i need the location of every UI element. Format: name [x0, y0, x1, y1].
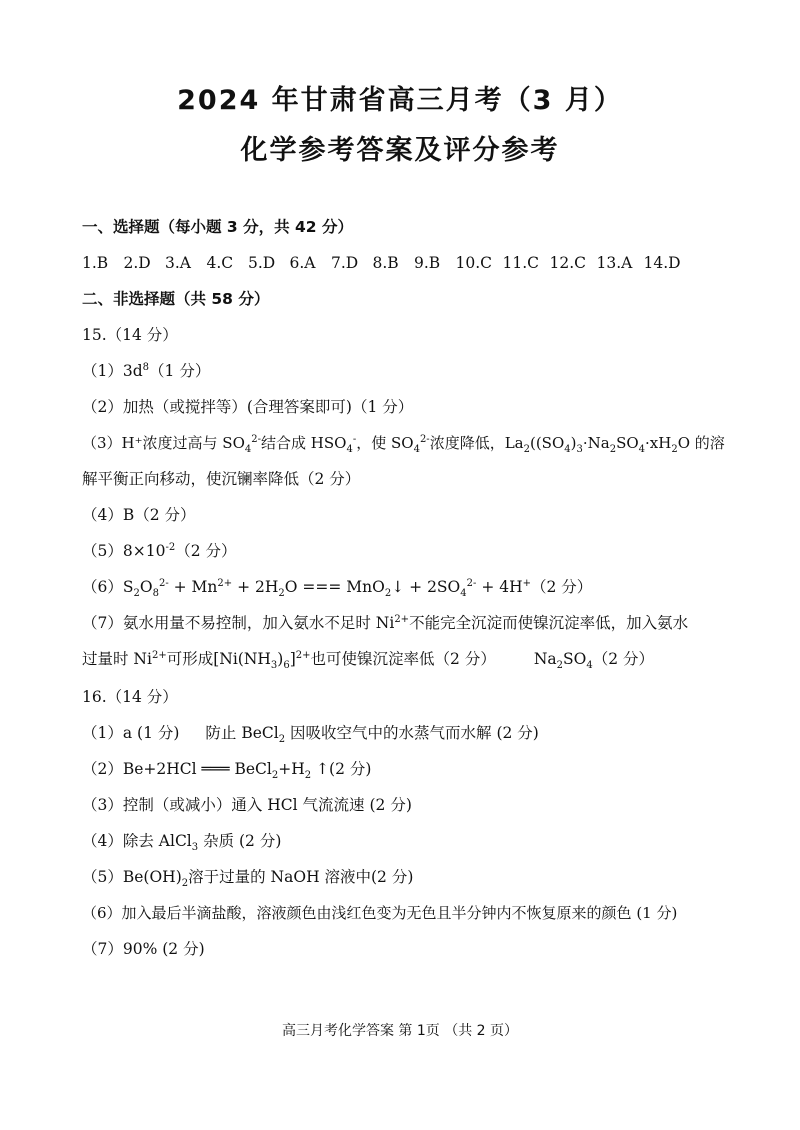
- answer-item: 2.D: [123, 254, 151, 272]
- answer-item: 13.A: [596, 254, 633, 272]
- q15-answer-1: $(1)3d^8(1$ 分）: [82, 361, 211, 380]
- q16-answer-1: （1）a (1 分) 防止 BeCl$_2$ 因吸收空气中的水蒸气而水解 (2 分): [82, 724, 539, 746]
- answer-item: 5.D: [248, 254, 276, 272]
- answer-item: 7.D: [331, 254, 359, 272]
- answer-item: 8.B: [372, 254, 399, 272]
- answer-item: 12.C: [549, 254, 587, 272]
- answer-item: 6.A: [289, 254, 316, 272]
- q16-answer-4: （4）除去 AlCl$_3$ 杂质 (2 分): [82, 832, 282, 854]
- q15-answer-4: （4）B（2 分）: [82, 506, 196, 524]
- q16-answer-6: （6）加入最后半滴盐酸，溶液颜色由浅红色变为无色且半分钟内不恢复原来的颜色 (1 分): [82, 904, 678, 922]
- q16-answer-2: （2）Be+2HCl ═══ $BeCl_2+H_2$ ↑(2 分): [82, 760, 372, 782]
- answer-item: 4.C: [206, 254, 234, 272]
- q15-answer-2: （2）加热（或搅拌等）(合理答案即可)（1 分）: [82, 398, 414, 416]
- page-title: 2024 年甘肃省高三月考（3 月）: [177, 85, 623, 116]
- q16-answer-3: （3）控制（或减小）通入 HCl 气流流速 (2 分): [82, 796, 412, 814]
- choice-answers: [82, 253, 732, 273]
- section2-heading: 二、非选择题（共 58 分）: [82, 290, 270, 308]
- q15-answer-5: $(5)8\times 10^{-2}(2$ 分）: [82, 541, 237, 560]
- page-subtitle: 化学参考答案及评分参考: [240, 135, 560, 166]
- page-footer: 高三月考化学答案 第 1页 （共 2 页）: [281, 1023, 519, 1039]
- answer-item: 9.B: [414, 254, 441, 272]
- answer-item: 14.D: [643, 254, 681, 272]
- q16-answer-5: $(5)Be(OH)_2$溶于过量的 NaOH 溶液中(2 分): [82, 868, 414, 890]
- section1-heading: 一、选择题（每小题 3 分，共 42 分）: [82, 218, 353, 236]
- q15-answer-7-cont: 过量时 $Ni^{2+}$可形成$[Ni(NH_3)_6]^{2+}$也可使镍沉淀率低（2 分） $Na_2SO_4(2$ 分）: [82, 649, 655, 672]
- q15-answer-6: $(6)S_2O_8^{2-} + Mn^{2+} + 2H_2O$ === MnO$_2$↓ + $2SO_4^{2-} + 4H^+(2$ 分）: [82, 577, 593, 600]
- answer-item: 11.C: [502, 254, 540, 272]
- answer-item: 10.C: [455, 254, 493, 272]
- q15-header: 15.（14 分）: [82, 326, 178, 344]
- q15-answer-3: （3）H⁺浓度过高与 $SO_4^{2-}$结合成 $HSO_4^-$，使 $SO_4^{2-}$浓度降低，$La_2((SO_4)_3\cdot Na_2SO_4\cdot xH_2O$ 的溶: [82, 434, 725, 455]
- q15-answer-3-cont: 解平衡正向移动，使沉镧率降低（2 分）: [82, 470, 361, 488]
- q16-answer-7: （7）90% (2 分): [82, 940, 205, 958]
- answer-item: 3.A: [165, 254, 191, 272]
- answer-item: 1.B: [82, 254, 109, 272]
- q15-answer-7: （7）氨水用量不易控制，加入氨水不足时 $Ni^{2+}$不能完全沉淀而使镍沉淀率低，加入氨水: [82, 613, 689, 632]
- q16-header: 16.（14 分）: [82, 688, 178, 706]
